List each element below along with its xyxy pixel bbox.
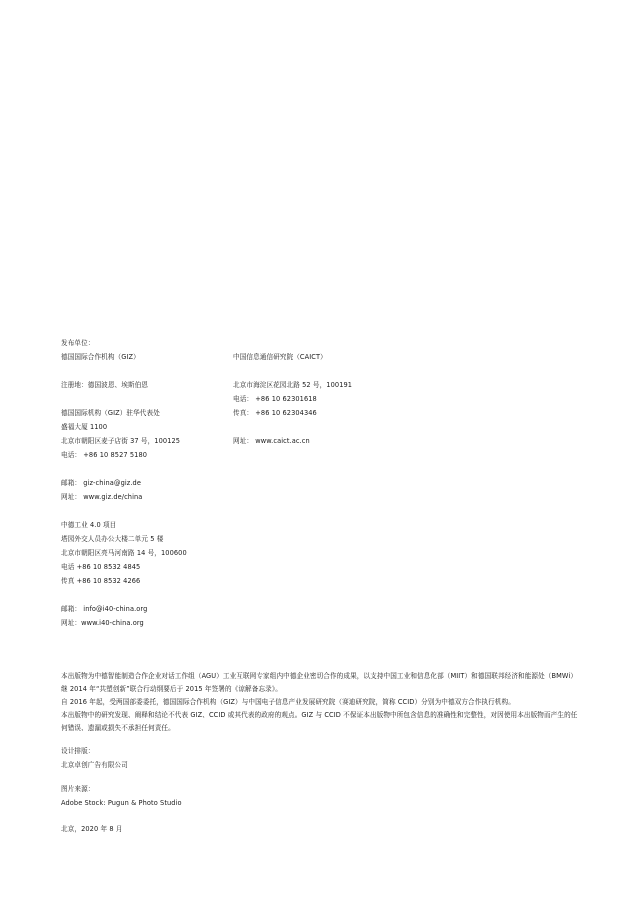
i40-project-name: 中德工业 4.0 项目: [61, 521, 117, 529]
giz-email: 邮箱： giz-china@giz.de: [61, 479, 142, 487]
giz-office-name: 德国国际机构（GIZ）驻华代表处: [61, 409, 160, 417]
i40-website: 网址：www.i40-china.org: [61, 619, 144, 627]
i40-phone: 电话 +86 10 8532 4845: [61, 563, 141, 571]
caict-address: 北京市海淀区花园北路 52 号，100191: [233, 381, 353, 389]
caict-phone: 电话： +86 10 62301618: [233, 395, 317, 403]
caict-website: 网址： www.caict.ac.cn: [233, 437, 310, 445]
disclaimer-paragraph-2: 自 2016 年起，受两国部委委托，德国国际合作机构（GIZ）与中国电子信息产业发展研究院（赛迪研究院，简称 CCID）分别为中德双方合作执行机构。: [61, 698, 515, 706]
caict-org-name: 中国信息通信研究院（CAICT）: [233, 353, 327, 361]
giz-website: 网址： www.giz.de/china: [61, 493, 143, 501]
caict-fax: 传真： +86 10 62304346: [233, 409, 317, 417]
image-source-heading: 图片来源：: [61, 785, 95, 793]
i40-fax: 传真 +86 10 8532 4266: [61, 577, 141, 585]
giz-registered-location: 注册地：德国波恩、埃斯伯恩: [61, 381, 149, 389]
publication-date: 北京，2020 年 8 月: [61, 825, 123, 833]
image-source: Adobe Stock: Pugun & Photo Studio: [61, 799, 182, 807]
giz-org-name: 德国国际合作机构（GIZ）: [61, 353, 140, 361]
disclaimer-paragraph-3: 本出版物中的研究发现、阐释和结论不代表 GIZ、CCID 或其代表的政府的观点。GIZ 与 CCID 不保证本出版物中所包含信息的准确性和完整性，对因使用本出版物而产生的任何错误、遗漏或损失不承担任何责任。: [61, 711, 578, 732]
disclaimer-paragraph-1: 本出版物为中德智能制造合作企业对话工作组（AGU）工业互联网专家组内中德企业密切合作的成果，以支持中国工业和信息化部（MIIT）和德国联邦经济和能源处（BMWi）继 2014 年“共塑创新”联合行动纲要后于 2015 年签署的《谅解备忘录》。: [61, 672, 578, 693]
i40-email: 邮箱： info@i40-china.org: [61, 605, 148, 613]
i40-address: 北京市朝阳区亮马河南路 14 号，100600: [61, 549, 187, 557]
design-company: 北京卓创广告有限公司: [61, 761, 128, 769]
publisher-heading: 发布单位：: [61, 339, 95, 347]
design-heading: 设计排版：: [61, 747, 95, 755]
i40-office: 塔园外交人员办公大楼二单元 5 楼: [61, 535, 164, 543]
giz-building: 盛福大厦 1100: [61, 423, 108, 431]
giz-address: 北京市朝阳区麦子店街 37 号，100125: [61, 437, 181, 445]
giz-phone: 电话： +86 10 8527 5180: [61, 451, 148, 459]
